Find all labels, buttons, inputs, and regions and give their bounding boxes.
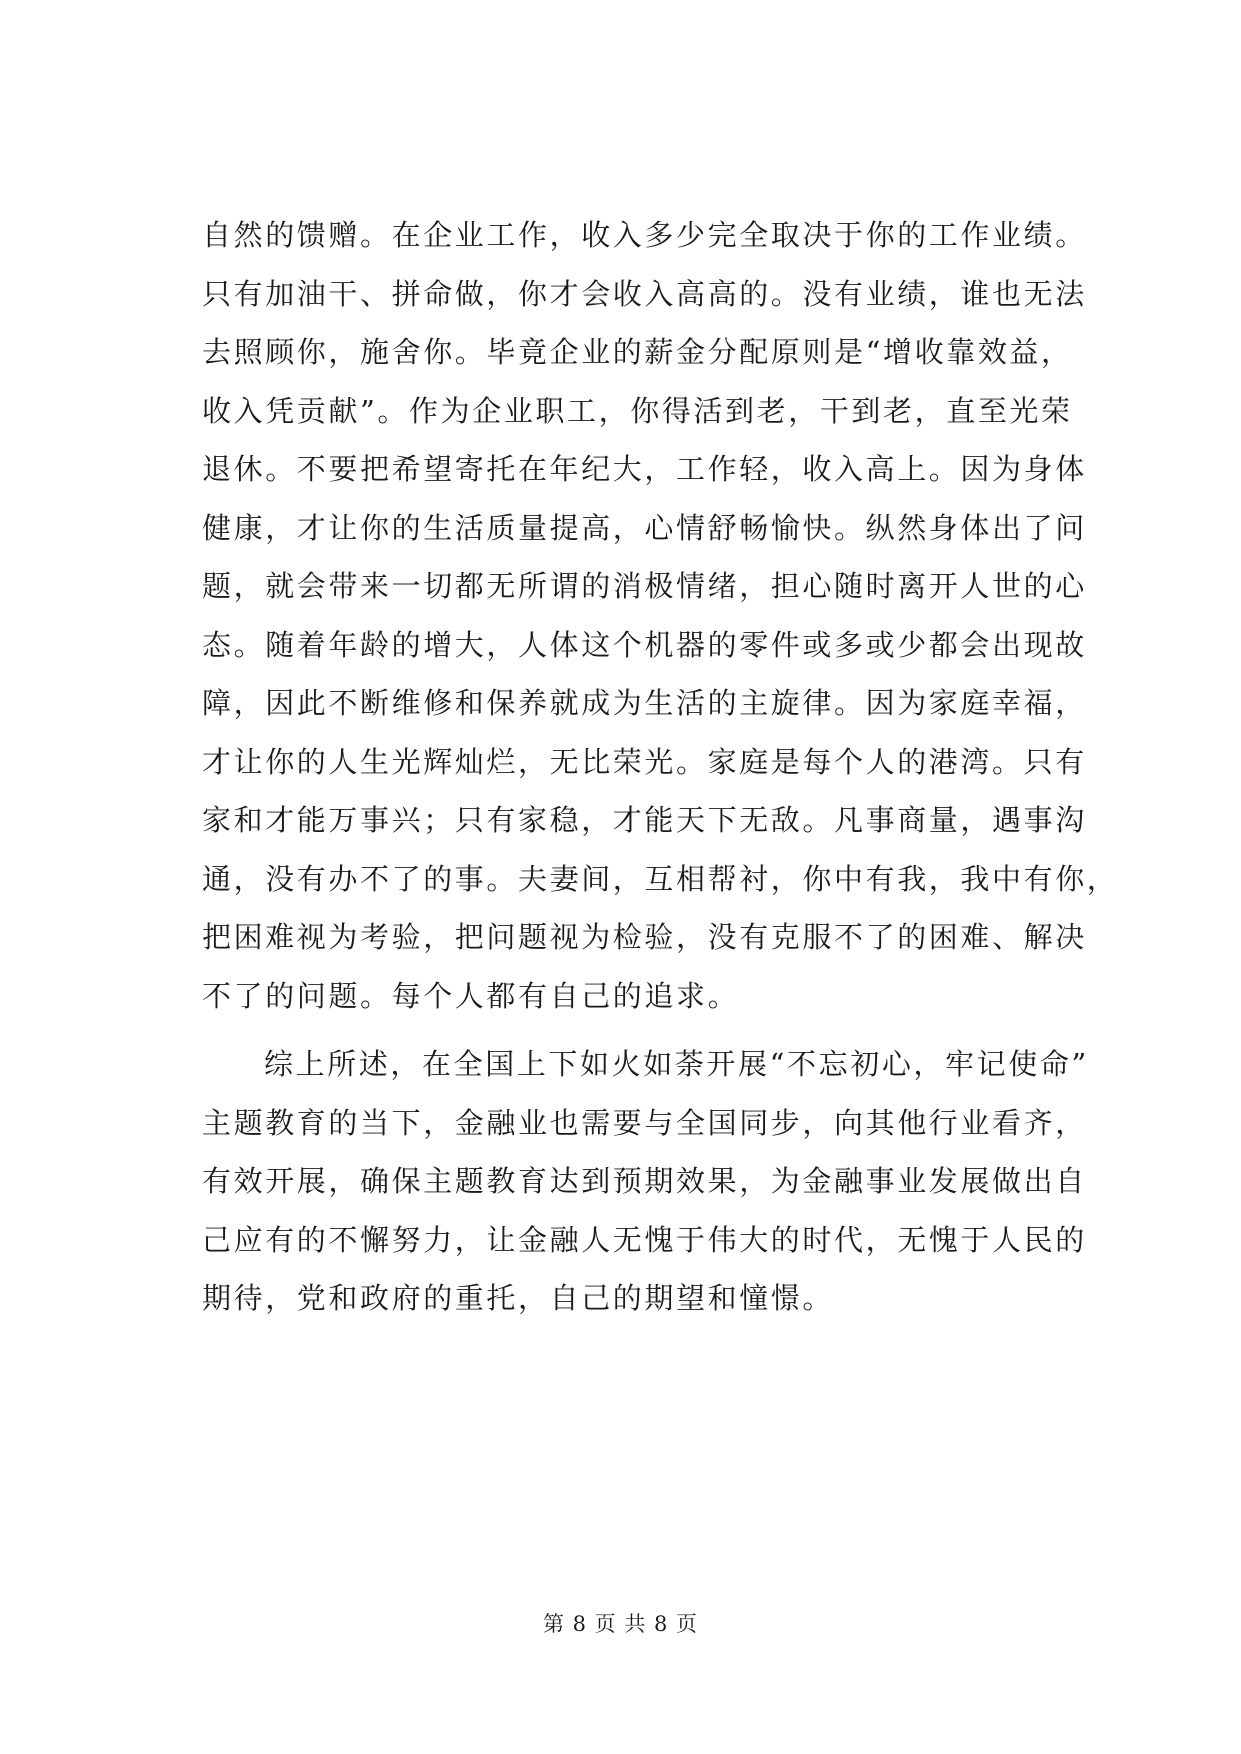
text-line: 把困难视为考验，把问题视为检验，没有克服不了的困难、解决 xyxy=(202,920,1087,954)
page-footer: 第 8 页 共 8 页 xyxy=(542,1612,699,1636)
paragraph-1 xyxy=(202,206,1119,1025)
text-line: 主题教育的当下，金融业也需要与全国同步，向其他行业看齐， xyxy=(202,1105,1087,1140)
text-line: 健康，才让你的生活质量提高，心情舒畅愉快。纵然身体出了问 xyxy=(202,510,1087,545)
text-line: 收入凭贡献”。作为企业职工，你得活到老，干到老，直至光荣 xyxy=(202,393,1073,428)
text-line: 综上所述，在全国上下如火如荼开展“不忘初心，牢记使命” xyxy=(264,1047,1089,1081)
text-line: 自然的馈赠。在企业工作，收入多少完全取决于你的工作业绩。 xyxy=(202,218,1087,252)
text-line: 不了的问题。每个人都有自己的追求。 xyxy=(202,978,740,1013)
text-line: 通，没有办不了的事。夫妻间，互相帮衬，你中有我，我中有你， xyxy=(202,861,1119,896)
text-line: 只有加油干、拼命做，你才会收入高高的。没有业绩，谁也无法 xyxy=(202,276,1087,311)
text-line: 去照顾你，施舍你。毕竟企业的薪金分配原则是“增收靠效益， xyxy=(202,335,1073,369)
text-line: 才让你的人生光辉灿烂，无比荣光。家庭是每个人的港湾。只有 xyxy=(202,744,1087,779)
text-line: 题，就会带来一切都无所谓的消极情绪，担心随时离开人世的心 xyxy=(202,569,1087,603)
text-line: 有效开展，确保主题教育达到预期效果，为金融事业发展做出自 xyxy=(202,1164,1087,1198)
document-body xyxy=(202,206,1119,1328)
text-line: 家和才能万事兴；只有家稳，才能天下无敌。凡事商量，遇事沟 xyxy=(202,803,1087,837)
text-line: 障，因此不断维修和保养就成为生活的主旋律。因为家庭幸福， xyxy=(202,686,1087,720)
paragraph-gap xyxy=(202,1025,1082,1035)
paragraph-2 xyxy=(202,1035,1089,1328)
text-line: 退休。不要把希望寄托在年纪大，工作轻，收入高上。因为身体 xyxy=(202,452,1087,486)
text-line: 期待，党和政府的重托，自己的期望和憧憬。 xyxy=(202,1281,835,1315)
text-line: 己应有的不懈努力，让金融人无愧于伟大的时代，无愧于人民的 xyxy=(202,1222,1087,1257)
text-line: 态。随着年龄的增大，人体这个机器的零件或多或少都会出现故 xyxy=(202,627,1087,662)
